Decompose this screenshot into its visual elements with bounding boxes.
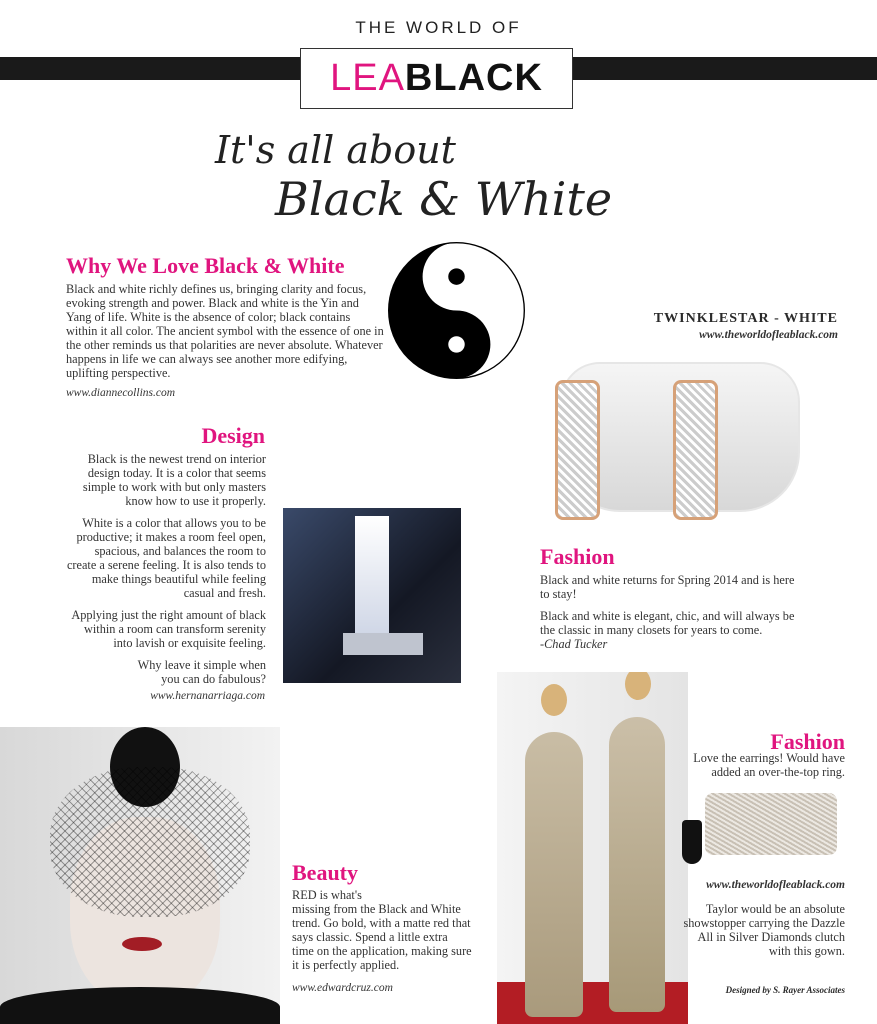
fashion2-body: Taylor would be an absolute showstopper carrying the Dazzle All in Silver Diamonds clutch with this gown. [683, 902, 845, 958]
yin-yang-icon [388, 242, 525, 379]
taylor-photo [497, 672, 688, 1024]
beauty-line: RED is what's [292, 888, 362, 902]
logo-lea: LEA [330, 57, 405, 99]
design-paragraph: Black is the newest trend on interior design today. It is a color that seems simple to work with but only masters know how to use it properly. [82, 452, 266, 508]
design-heading: Design [201, 423, 265, 448]
fashion-heading: Fashion [540, 544, 615, 569]
why-body: Black and white richly defines us, bringing clarity and focus, evoking strength and power. Black and white is the Yin and Yang of life. White is the absence of color; black contains within it all color. The ancient symbol with the essence of one in the other reminds us that polarities are never absolute. Whatever happens in life we can always see another more edifying, uplifting perspective. [66, 282, 384, 380]
title-line-1: It's all about [215, 128, 456, 172]
clutch-image [705, 793, 837, 855]
interior-photo [283, 508, 461, 683]
design-url[interactable]: www.hernanarriaga.com [150, 690, 265, 702]
fashion-paragraph: Black and white is elegant, chic, and will always be the classic in many closets for years to come. [540, 609, 795, 637]
fashion-paragraph: Black and white returns for Spring 2014 and is here to stay! [540, 573, 795, 601]
fashion2-heading: Fashion [770, 729, 845, 754]
design-paragraph: Why leave it simple when you can do fabulous? [137, 658, 266, 686]
why-url: www.diannecollins.com [66, 387, 176, 399]
beauty-url[interactable]: www.edwardcruz.com [292, 982, 393, 994]
beauty-body [292, 888, 472, 972]
logo-black: BLACK [404, 57, 543, 99]
product-url[interactable]: www.theworldofleablack.com [699, 329, 838, 341]
why-heading: Why We Love Black & White [66, 253, 345, 278]
fashion-author: -Chad Tucker [540, 637, 608, 651]
design-paragraph: White is a color that allows you to be productive; it makes a room feel open, spacious, and balances the room to create a serene feeling. It is also tends to make things beautiful while feeling casual and fresh. [66, 516, 266, 600]
bracelet-image [525, 352, 850, 532]
title-line-2: Black & White [275, 172, 613, 226]
design-paragraph: Applying just the right amount of black within a room can transform serenity into lavish or exquisite feeling. [71, 608, 266, 650]
design-credit: Designed by S. Rayer Associates [725, 985, 845, 995]
beauty-line: missing from the Black and White trend. Go bold, with a matte red that says classic. Spend a little extra time on the application, making sure it is perfectly applied. [292, 902, 472, 972]
fashion-body [540, 573, 800, 651]
product-name: TWINKLESTAR - WHITE [653, 311, 838, 326]
fashion2-intro: Love the earrings! Would have added an over-the-top ring. [693, 751, 845, 779]
design-body [66, 452, 266, 694]
lea-black-logo [300, 48, 573, 109]
tassel-icon [682, 820, 702, 864]
fashion2-url[interactable]: www.theworldofleablack.com [706, 879, 845, 891]
masthead-kicker: THE WORLD OF [355, 18, 522, 37]
beauty-heading: Beauty [292, 860, 358, 885]
beauty-photo [0, 727, 280, 1024]
